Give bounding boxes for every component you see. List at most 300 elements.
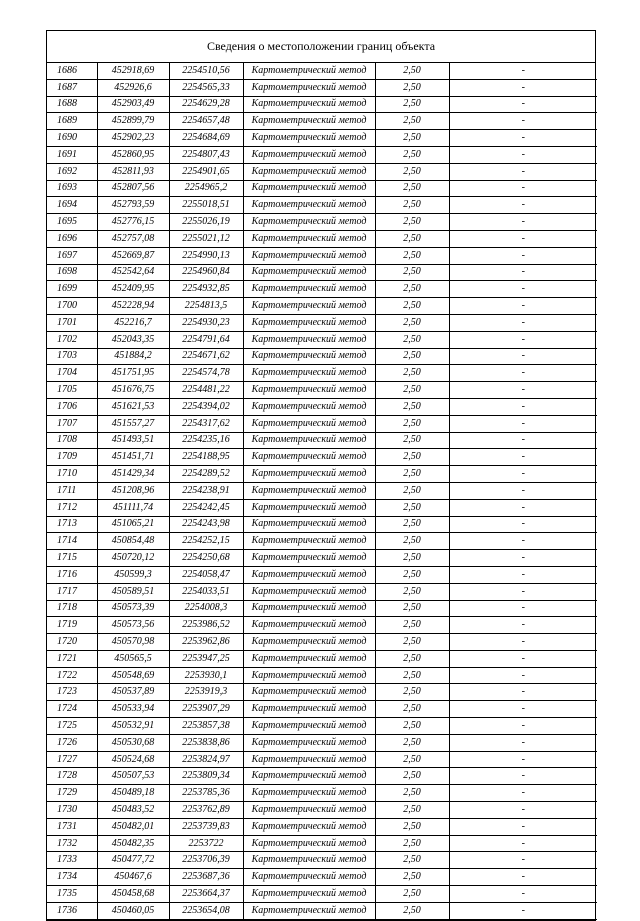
table-row — [47, 197, 597, 214]
table-row — [47, 314, 597, 331]
x-coordinate-cell: 450573,56 — [97, 617, 169, 634]
accuracy-cell: 2,50 — [375, 768, 449, 785]
accuracy-cell: 2,50 — [375, 634, 449, 651]
accuracy-cell: 2,50 — [375, 617, 449, 634]
x-coordinate-cell: 452811,93 — [97, 163, 169, 180]
point-number-cell: 1689 — [47, 113, 97, 130]
accuracy-cell: 2,50 — [375, 398, 449, 415]
x-coordinate-cell: 452776,15 — [97, 214, 169, 231]
accuracy-cell: 2,50 — [375, 701, 449, 718]
method-cell: Картометрический метод — [243, 281, 375, 298]
y-coordinate-cell: 2253986,52 — [169, 617, 243, 634]
accuracy-cell: 2,50 — [375, 499, 449, 516]
description-cell: - — [449, 701, 597, 718]
accuracy-cell: 2,50 — [375, 751, 449, 768]
x-coordinate-cell: 451621,53 — [97, 398, 169, 415]
method-cell: Картометрический метод — [243, 247, 375, 264]
description-cell: - — [449, 852, 597, 869]
y-coordinate-cell: 2255026,19 — [169, 214, 243, 231]
accuracy-cell: 2,50 — [375, 886, 449, 903]
point-number-cell: 1722 — [47, 667, 97, 684]
method-cell: Картометрический метод — [243, 499, 375, 516]
y-coordinate-cell: 2253838,86 — [169, 734, 243, 751]
method-cell: Картометрический метод — [243, 550, 375, 567]
x-coordinate-cell: 452043,35 — [97, 331, 169, 348]
y-coordinate-cell: 2254188,95 — [169, 449, 243, 466]
point-number-cell: 1726 — [47, 734, 97, 751]
y-coordinate-cell: 2253664,37 — [169, 886, 243, 903]
table-row — [47, 331, 597, 348]
method-cell: Картометрический метод — [243, 163, 375, 180]
x-coordinate-cell: 452669,87 — [97, 247, 169, 264]
y-coordinate-cell: 2254990,13 — [169, 247, 243, 264]
description-cell: - — [449, 247, 597, 264]
accuracy-cell: 2,50 — [375, 79, 449, 96]
description-cell: - — [449, 146, 597, 163]
x-coordinate-cell: 451493,51 — [97, 432, 169, 449]
description-cell: - — [449, 886, 597, 903]
x-coordinate-cell: 450477,72 — [97, 852, 169, 869]
x-coordinate-cell: 450533,94 — [97, 701, 169, 718]
point-number-cell: 1724 — [47, 701, 97, 718]
description-cell: - — [449, 264, 597, 281]
method-cell: Картометрический метод — [243, 113, 375, 130]
y-coordinate-cell: 2254657,48 — [169, 113, 243, 130]
y-coordinate-cell: 2254289,52 — [169, 466, 243, 483]
point-number-cell: 1713 — [47, 516, 97, 533]
point-number-cell: 1694 — [47, 197, 97, 214]
point-number-cell: 1690 — [47, 130, 97, 147]
table-row — [47, 482, 597, 499]
accuracy-cell: 2,50 — [375, 583, 449, 600]
y-coordinate-cell: 2254565,33 — [169, 79, 243, 96]
point-number-cell: 1727 — [47, 751, 97, 768]
point-number-cell: 1730 — [47, 802, 97, 819]
point-number-cell: 1695 — [47, 214, 97, 231]
point-number-cell: 1702 — [47, 331, 97, 348]
x-coordinate-cell: 451451,71 — [97, 449, 169, 466]
description-cell: - — [449, 449, 597, 466]
description-cell: - — [449, 482, 597, 499]
table-row — [47, 348, 597, 365]
description-cell: - — [449, 768, 597, 785]
description-cell: - — [449, 751, 597, 768]
y-coordinate-cell: 2254481,22 — [169, 382, 243, 399]
point-number-cell: 1719 — [47, 617, 97, 634]
description-cell: - — [449, 550, 597, 567]
accuracy-cell: 2,50 — [375, 684, 449, 701]
accuracy-cell: 2,50 — [375, 382, 449, 399]
description-cell: - — [449, 650, 597, 667]
accuracy-cell: 2,50 — [375, 365, 449, 382]
description-cell: - — [449, 382, 597, 399]
method-cell: Картометрический метод — [243, 432, 375, 449]
x-coordinate-cell: 450854,48 — [97, 533, 169, 550]
point-number-cell: 1696 — [47, 230, 97, 247]
description-cell: - — [449, 600, 597, 617]
y-coordinate-cell: 2254901,65 — [169, 163, 243, 180]
x-coordinate-cell: 450524,68 — [97, 751, 169, 768]
x-coordinate-cell: 452902,23 — [97, 130, 169, 147]
accuracy-cell: 2,50 — [375, 214, 449, 231]
point-number-cell: 1736 — [47, 902, 97, 919]
table-row — [47, 768, 597, 785]
table-row — [47, 365, 597, 382]
method-cell: Картометрический метод — [243, 617, 375, 634]
table-row — [47, 684, 597, 701]
y-coordinate-cell: 2254629,28 — [169, 96, 243, 113]
table-row — [47, 96, 597, 113]
y-coordinate-cell: 2254235,16 — [169, 432, 243, 449]
description-cell: - — [449, 902, 597, 919]
table-row — [47, 281, 597, 298]
accuracy-cell: 2,50 — [375, 432, 449, 449]
accuracy-cell: 2,50 — [375, 130, 449, 147]
description-cell: - — [449, 583, 597, 600]
x-coordinate-cell: 450467,6 — [97, 869, 169, 886]
x-coordinate-cell: 450507,53 — [97, 768, 169, 785]
x-coordinate-cell: 451111,74 — [97, 499, 169, 516]
y-coordinate-cell: 2254394,02 — [169, 398, 243, 415]
table-row — [47, 449, 597, 466]
table-row — [47, 852, 597, 869]
accuracy-cell: 2,50 — [375, 247, 449, 264]
table-row — [47, 130, 597, 147]
x-coordinate-cell: 450720,12 — [97, 550, 169, 567]
method-cell: Картометрический метод — [243, 230, 375, 247]
y-coordinate-cell: 2255018,51 — [169, 197, 243, 214]
x-coordinate-cell: 450589,51 — [97, 583, 169, 600]
point-number-cell: 1732 — [47, 835, 97, 852]
description-cell: - — [449, 281, 597, 298]
accuracy-cell: 2,50 — [375, 869, 449, 886]
point-number-cell: 1720 — [47, 634, 97, 651]
x-coordinate-cell: 451751,95 — [97, 365, 169, 382]
y-coordinate-cell: 2253722 — [169, 835, 243, 852]
description-cell: - — [449, 818, 597, 835]
method-cell: Картометрический метод — [243, 600, 375, 617]
description-cell: - — [449, 298, 597, 315]
point-number-cell: 1686 — [47, 63, 97, 79]
table-row — [47, 802, 597, 819]
point-number-cell: 1693 — [47, 180, 97, 197]
table-row — [47, 63, 597, 79]
point-number-cell: 1706 — [47, 398, 97, 415]
description-cell: - — [449, 785, 597, 802]
y-coordinate-cell: 2253930,1 — [169, 667, 243, 684]
y-coordinate-cell: 2254574,78 — [169, 365, 243, 382]
accuracy-cell: 2,50 — [375, 550, 449, 567]
x-coordinate-cell: 450482,01 — [97, 818, 169, 835]
description-cell: - — [449, 466, 597, 483]
description-cell: - — [449, 331, 597, 348]
method-cell: Картометрический метод — [243, 197, 375, 214]
accuracy-cell: 2,50 — [375, 180, 449, 197]
point-number-cell: 1714 — [47, 533, 97, 550]
table-row — [47, 230, 597, 247]
y-coordinate-cell: 2253706,39 — [169, 852, 243, 869]
y-coordinate-cell: 2253907,29 — [169, 701, 243, 718]
description-cell: - — [449, 197, 597, 214]
point-number-cell: 1688 — [47, 96, 97, 113]
x-coordinate-cell: 452757,08 — [97, 230, 169, 247]
table-row — [47, 516, 597, 533]
y-coordinate-cell: 2253809,34 — [169, 768, 243, 785]
table-row — [47, 550, 597, 567]
description-cell: - — [449, 667, 597, 684]
point-number-cell: 1703 — [47, 348, 97, 365]
point-number-cell: 1734 — [47, 869, 97, 886]
accuracy-cell: 2,50 — [375, 146, 449, 163]
accuracy-cell: 2,50 — [375, 96, 449, 113]
table-row — [47, 298, 597, 315]
table-row — [47, 415, 597, 432]
point-number-cell: 1725 — [47, 718, 97, 735]
accuracy-cell: 2,50 — [375, 331, 449, 348]
accuracy-cell: 2,50 — [375, 163, 449, 180]
accuracy-cell: 2,50 — [375, 835, 449, 852]
table-row — [47, 264, 597, 281]
x-coordinate-cell: 450458,68 — [97, 886, 169, 903]
method-cell: Картометрический метод — [243, 634, 375, 651]
method-cell: Картометрический метод — [243, 818, 375, 835]
y-coordinate-cell: 2255021,12 — [169, 230, 243, 247]
point-number-cell: 1723 — [47, 684, 97, 701]
method-cell: Картометрический метод — [243, 146, 375, 163]
accuracy-cell: 2,50 — [375, 264, 449, 281]
table-row — [47, 617, 597, 634]
table-row — [47, 566, 597, 583]
y-coordinate-cell: 2254932,85 — [169, 281, 243, 298]
method-cell: Картометрический метод — [243, 449, 375, 466]
point-number-cell: 1709 — [47, 449, 97, 466]
point-number-cell: 1700 — [47, 298, 97, 315]
method-cell: Картометрический метод — [243, 348, 375, 365]
accuracy-cell: 2,50 — [375, 281, 449, 298]
x-coordinate-cell: 450548,69 — [97, 667, 169, 684]
accuracy-cell: 2,50 — [375, 818, 449, 835]
sheet-title: Сведения о местоположении границ объекта — [47, 31, 595, 63]
x-coordinate-cell: 452860,95 — [97, 146, 169, 163]
method-cell: Картометрический метод — [243, 869, 375, 886]
y-coordinate-cell: 2254930,23 — [169, 314, 243, 331]
method-cell: Картометрический метод — [243, 264, 375, 281]
point-number-cell: 1704 — [47, 365, 97, 382]
y-coordinate-cell: 2254058,47 — [169, 566, 243, 583]
y-coordinate-cell: 2254510,56 — [169, 63, 243, 79]
table-row — [47, 146, 597, 163]
method-cell: Картометрический метод — [243, 566, 375, 583]
table-row — [47, 734, 597, 751]
method-cell: Картометрический метод — [243, 365, 375, 382]
accuracy-cell: 2,50 — [375, 197, 449, 214]
point-number-cell: 1699 — [47, 281, 97, 298]
x-coordinate-cell: 450530,68 — [97, 734, 169, 751]
x-coordinate-cell: 450570,98 — [97, 634, 169, 651]
table-row — [47, 432, 597, 449]
point-number-cell: 1729 — [47, 785, 97, 802]
method-cell: Картометрический метод — [243, 734, 375, 751]
description-cell: - — [449, 835, 597, 852]
description-cell: - — [449, 718, 597, 735]
boundary-coordinates-sheet — [46, 30, 596, 921]
method-cell: Картометрический метод — [243, 331, 375, 348]
point-number-cell: 1697 — [47, 247, 97, 264]
table-row — [47, 869, 597, 886]
table-row — [47, 466, 597, 483]
table-row — [47, 499, 597, 516]
table-row — [47, 600, 597, 617]
point-number-cell: 1691 — [47, 146, 97, 163]
x-coordinate-cell: 451208,96 — [97, 482, 169, 499]
y-coordinate-cell: 2253919,3 — [169, 684, 243, 701]
accuracy-cell: 2,50 — [375, 902, 449, 919]
y-coordinate-cell: 2254250,68 — [169, 550, 243, 567]
y-coordinate-cell: 2253739,83 — [169, 818, 243, 835]
accuracy-cell: 2,50 — [375, 415, 449, 432]
description-cell: - — [449, 634, 597, 651]
description-cell: - — [449, 802, 597, 819]
point-number-cell: 1687 — [47, 79, 97, 96]
x-coordinate-cell: 451429,34 — [97, 466, 169, 483]
method-cell: Картометрический метод — [243, 684, 375, 701]
x-coordinate-cell: 452899,79 — [97, 113, 169, 130]
method-cell: Картометрический метод — [243, 852, 375, 869]
description-cell: - — [449, 432, 597, 449]
point-number-cell: 1728 — [47, 768, 97, 785]
y-coordinate-cell: 2254807,43 — [169, 146, 243, 163]
method-cell: Картометрический метод — [243, 583, 375, 600]
x-coordinate-cell: 452216,7 — [97, 314, 169, 331]
x-coordinate-cell: 450565,5 — [97, 650, 169, 667]
point-number-cell: 1716 — [47, 566, 97, 583]
description-cell: - — [449, 113, 597, 130]
method-cell: Картометрический метод — [243, 482, 375, 499]
method-cell: Картометрический метод — [243, 886, 375, 903]
point-number-cell: 1707 — [47, 415, 97, 432]
y-coordinate-cell: 2253962,86 — [169, 634, 243, 651]
accuracy-cell: 2,50 — [375, 650, 449, 667]
y-coordinate-cell: 2254033,51 — [169, 583, 243, 600]
description-cell: - — [449, 734, 597, 751]
x-coordinate-cell: 450489,18 — [97, 785, 169, 802]
coordinates-table-body — [47, 63, 597, 919]
table-row — [47, 382, 597, 399]
table-row — [47, 634, 597, 651]
accuracy-cell: 2,50 — [375, 734, 449, 751]
y-coordinate-cell: 2254252,15 — [169, 533, 243, 550]
table-row — [47, 583, 597, 600]
x-coordinate-cell: 451884,2 — [97, 348, 169, 365]
y-coordinate-cell: 2253762,89 — [169, 802, 243, 819]
description-cell: - — [449, 516, 597, 533]
accuracy-cell: 2,50 — [375, 113, 449, 130]
accuracy-cell: 2,50 — [375, 63, 449, 79]
description-cell: - — [449, 365, 597, 382]
point-number-cell: 1705 — [47, 382, 97, 399]
method-cell: Картометрический метод — [243, 96, 375, 113]
y-coordinate-cell: 2254965,2 — [169, 180, 243, 197]
point-number-cell: 1733 — [47, 852, 97, 869]
method-cell: Картометрический метод — [243, 180, 375, 197]
y-coordinate-cell: 2254243,98 — [169, 516, 243, 533]
table-row — [47, 79, 597, 96]
table-row — [47, 533, 597, 550]
table-row — [47, 180, 597, 197]
y-coordinate-cell: 2254791,64 — [169, 331, 243, 348]
description-cell: - — [449, 533, 597, 550]
point-number-cell: 1731 — [47, 818, 97, 835]
description-cell: - — [449, 499, 597, 516]
method-cell: Картометрический метод — [243, 214, 375, 231]
y-coordinate-cell: 2253687,36 — [169, 869, 243, 886]
y-coordinate-cell: 2253947,25 — [169, 650, 243, 667]
point-number-cell: 1698 — [47, 264, 97, 281]
table-row — [47, 751, 597, 768]
accuracy-cell: 2,50 — [375, 785, 449, 802]
table-row — [47, 886, 597, 903]
x-coordinate-cell: 452793,59 — [97, 197, 169, 214]
description-cell: - — [449, 63, 597, 79]
accuracy-cell: 2,50 — [375, 516, 449, 533]
x-coordinate-cell: 452542,64 — [97, 264, 169, 281]
description-cell: - — [449, 96, 597, 113]
description-cell: - — [449, 869, 597, 886]
accuracy-cell: 2,50 — [375, 449, 449, 466]
table-row — [47, 818, 597, 835]
x-coordinate-cell: 452918,69 — [97, 63, 169, 79]
accuracy-cell: 2,50 — [375, 600, 449, 617]
description-cell: - — [449, 684, 597, 701]
method-cell: Картометрический метод — [243, 701, 375, 718]
x-coordinate-cell: 450599,3 — [97, 566, 169, 583]
method-cell: Картометрический метод — [243, 314, 375, 331]
table-row — [47, 163, 597, 180]
y-coordinate-cell: 2253785,36 — [169, 785, 243, 802]
point-number-cell: 1715 — [47, 550, 97, 567]
accuracy-cell: 2,50 — [375, 852, 449, 869]
point-number-cell: 1712 — [47, 499, 97, 516]
description-cell: - — [449, 230, 597, 247]
table-row — [47, 650, 597, 667]
accuracy-cell: 2,50 — [375, 533, 449, 550]
coordinates-table — [47, 63, 597, 920]
method-cell: Картометрический метод — [243, 298, 375, 315]
y-coordinate-cell: 2254671,62 — [169, 348, 243, 365]
y-coordinate-cell: 2254242,45 — [169, 499, 243, 516]
table-row — [47, 247, 597, 264]
accuracy-cell: 2,50 — [375, 230, 449, 247]
table-row — [47, 835, 597, 852]
table-row — [47, 214, 597, 231]
point-number-cell: 1718 — [47, 600, 97, 617]
point-number-cell: 1711 — [47, 482, 97, 499]
y-coordinate-cell: 2253654,08 — [169, 902, 243, 919]
point-number-cell: 1708 — [47, 432, 97, 449]
point-number-cell: 1692 — [47, 163, 97, 180]
x-coordinate-cell: 451065,21 — [97, 516, 169, 533]
y-coordinate-cell: 2254684,69 — [169, 130, 243, 147]
x-coordinate-cell: 450532,91 — [97, 718, 169, 735]
method-cell: Картометрический метод — [243, 835, 375, 852]
method-cell: Картометрический метод — [243, 718, 375, 735]
description-cell: - — [449, 130, 597, 147]
method-cell: Картометрический метод — [243, 785, 375, 802]
method-cell: Картометрический метод — [243, 768, 375, 785]
table-row — [47, 113, 597, 130]
y-coordinate-cell: 2253857,38 — [169, 718, 243, 735]
accuracy-cell: 2,50 — [375, 314, 449, 331]
